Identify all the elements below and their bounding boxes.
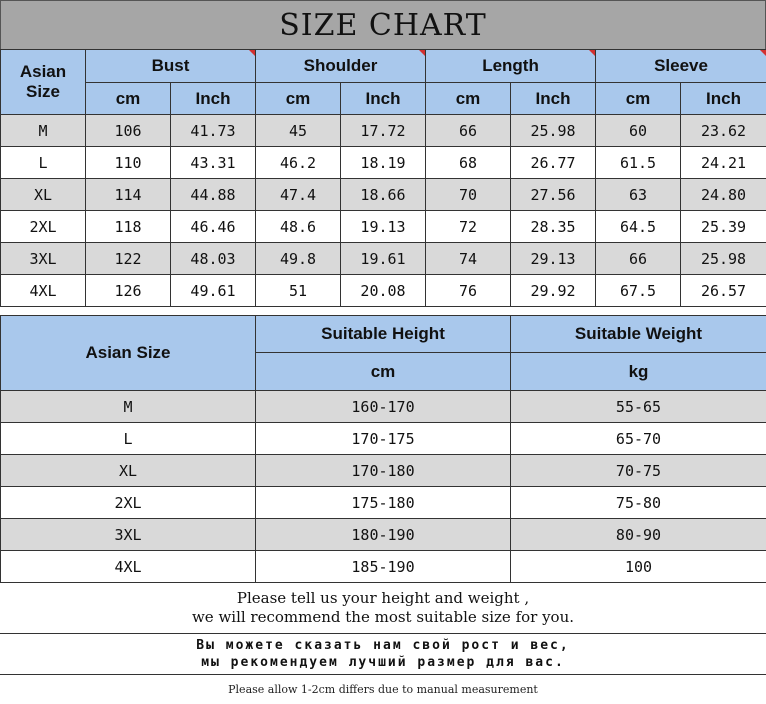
table-row [1, 243, 766, 275]
measurement-cell: 24.80 [681, 179, 766, 211]
bust-header-label: Bust [151, 56, 190, 75]
measurement-cell: 25.98 [681, 243, 766, 275]
table-row [1, 275, 766, 307]
corner-marker [419, 50, 425, 56]
unit-header: Inch [341, 83, 426, 115]
measurement-cell: 45 [256, 115, 341, 147]
russian-note [0, 633, 766, 675]
measurement-cell: 74 [426, 243, 511, 275]
height-cell: 170-180 [256, 455, 511, 487]
corner-marker [760, 50, 766, 56]
measurement-cell: 72 [426, 211, 511, 243]
unit-header: Inch [681, 83, 766, 115]
measurement-cell: 43.31 [171, 147, 256, 179]
fit-size-cell: M [1, 391, 256, 423]
measurement-cell: 27.56 [511, 179, 596, 211]
weight-cell: 65-70 [511, 423, 766, 455]
english-note [0, 585, 766, 631]
measurement-cell: 49.8 [256, 243, 341, 275]
size-cell: L [1, 147, 86, 179]
table-row [1, 147, 766, 179]
size-cell: 3XL [1, 243, 86, 275]
measurement-cell: 114 [86, 179, 171, 211]
fit-size-cell: L [1, 423, 256, 455]
measurement-disclaimer: Please allow 1-2cm differs due to manual measurement [228, 682, 538, 696]
size-cell: 2XL [1, 211, 86, 243]
measurement-cell: 24.21 [681, 147, 766, 179]
suitable-weight-header: Suitable Weight [511, 316, 766, 353]
measurement-cell: 25.39 [681, 211, 766, 243]
size-cell: M [1, 115, 86, 147]
measurement-cell: 48.6 [256, 211, 341, 243]
measurement-cell: 29.92 [511, 275, 596, 307]
measurement-cell: 46.2 [256, 147, 341, 179]
sleeve-header [596, 50, 766, 83]
measurement-cell: 51 [256, 275, 341, 307]
table-row [1, 179, 766, 211]
shoulder-header [256, 50, 426, 83]
length-header-label: Length [482, 56, 539, 75]
unit-header: Inch [171, 83, 256, 115]
height-cell: 185-190 [256, 551, 511, 583]
unit-header: cm [596, 83, 681, 115]
english-note-line1: Please tell us your height and weight , [236, 589, 530, 607]
corner-marker [589, 50, 595, 56]
measurement-cell: 20.08 [341, 275, 426, 307]
fit-size-cell: XL [1, 455, 256, 487]
weight-cell: 75-80 [511, 487, 766, 519]
measurement-cell: 25.98 [511, 115, 596, 147]
asian-size-header-line1: Asian [19, 62, 67, 81]
fit-table-body [1, 391, 766, 583]
suitable-height-header: Suitable Height [256, 316, 511, 353]
asian-size-header [1, 50, 86, 115]
length-header [426, 50, 596, 83]
unit-header: cm [426, 83, 511, 115]
weight-cell: 55-65 [511, 391, 766, 423]
measurement-cell: 67.5 [596, 275, 681, 307]
measurement-cell: 18.66 [341, 179, 426, 211]
table-row [1, 455, 766, 487]
measurement-cell: 61.5 [596, 147, 681, 179]
size-cell: 4XL [1, 275, 86, 307]
size-table-body [1, 115, 766, 307]
measurement-cell: 63 [596, 179, 681, 211]
weight-cell: 70-75 [511, 455, 766, 487]
table-row [1, 211, 766, 243]
measurement-cell: 122 [86, 243, 171, 275]
measurement-cell: 23.62 [681, 115, 766, 147]
measurement-cell: 18.19 [341, 147, 426, 179]
measurement-cell: 46.46 [171, 211, 256, 243]
measurement-cell: 68 [426, 147, 511, 179]
english-note-line2: we will recommend the most suitable size for you. [191, 608, 575, 626]
unit-header: cm [256, 83, 341, 115]
measurement-cell: 44.88 [171, 179, 256, 211]
measurement-cell: 66 [426, 115, 511, 147]
measurement-cell: 49.61 [171, 275, 256, 307]
measurement-cell: 47.4 [256, 179, 341, 211]
corner-marker [249, 50, 255, 56]
measurement-cell: 126 [86, 275, 171, 307]
height-cell: 175-180 [256, 487, 511, 519]
measurement-cell: 60 [596, 115, 681, 147]
weight-cell: 100 [511, 551, 766, 583]
measurement-cell: 66 [596, 243, 681, 275]
fit-asian-size-header: Asian Size [1, 316, 256, 391]
weight-unit-header: kg [511, 353, 766, 391]
table-row [1, 487, 766, 519]
table-row [1, 391, 766, 423]
russian-note-line1: Вы можете сказать нам свой рост и вес, [196, 638, 570, 653]
measurement-cell: 19.61 [341, 243, 426, 275]
measurement-cell: 110 [86, 147, 171, 179]
unit-header: cm [86, 83, 171, 115]
asian-size-header-line2: Size [25, 82, 61, 101]
size-cell: XL [1, 179, 86, 211]
page-title: SIZE CHART [0, 0, 766, 50]
fit-recommendation-table [0, 315, 766, 583]
measurement-cell: 118 [86, 211, 171, 243]
measurement-cell: 19.13 [341, 211, 426, 243]
height-cell: 180-190 [256, 519, 511, 551]
size-measurement-table [0, 49, 766, 307]
height-cell: 170-175 [256, 423, 511, 455]
russian-note-line2: мы рекомендуем лучший размер для вас. [201, 655, 565, 670]
table-row [1, 423, 766, 455]
measurement-cell: 48.03 [171, 243, 256, 275]
height-cell: 160-170 [256, 391, 511, 423]
table-row [1, 551, 766, 583]
weight-cell: 80-90 [511, 519, 766, 551]
fit-size-cell: 4XL [1, 551, 256, 583]
height-unit-header: cm [256, 353, 511, 391]
measurement-cell: 70 [426, 179, 511, 211]
fit-size-cell: 2XL [1, 487, 256, 519]
measurement-cell: 28.35 [511, 211, 596, 243]
bust-header [86, 50, 256, 83]
measurement-cell: 106 [86, 115, 171, 147]
measurement-cell: 26.77 [511, 147, 596, 179]
fit-size-cell: 3XL [1, 519, 256, 551]
measurement-cell: 26.57 [681, 275, 766, 307]
unit-header: Inch [511, 83, 596, 115]
table-row [1, 115, 766, 147]
sleeve-header-label: Sleeve [654, 56, 708, 75]
measurement-cell: 76 [426, 275, 511, 307]
measurement-cell: 17.72 [341, 115, 426, 147]
measurement-cell: 41.73 [171, 115, 256, 147]
measurement-cell: 64.5 [596, 211, 681, 243]
table-row [1, 519, 766, 551]
shoulder-header-label: Shoulder [303, 56, 378, 75]
measurement-cell: 29.13 [511, 243, 596, 275]
